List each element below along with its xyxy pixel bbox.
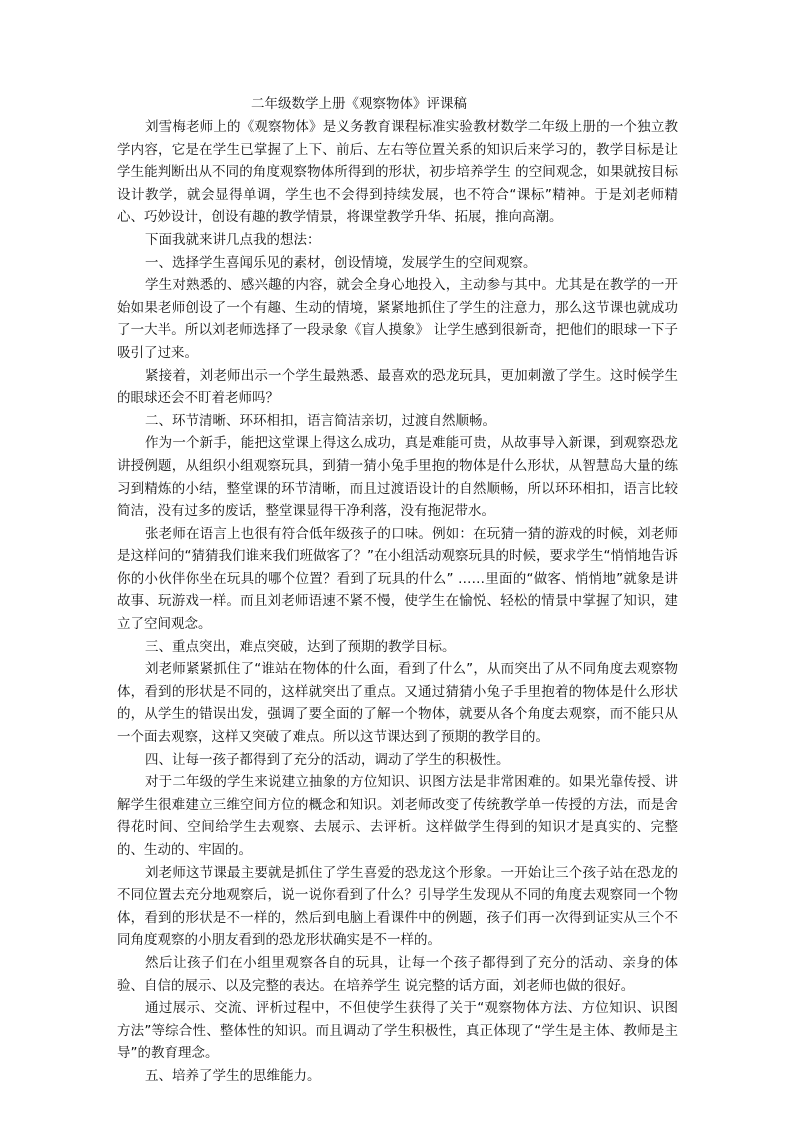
paragraph: 对于二年级的学生来说建立抽象的方位知识、识图方法是非常困难的。如果光靠传授、讲解学生很难建立三维空间方位的概念和知识。刘老师改变了传统教学单一传授的方法，而是舍得花时间、空间给学生去观察、去展示、去评析。这样做学生得到的知识才是真实的、完整的、生动的、牢固的。 [117, 774, 678, 858]
section-heading-3: 三、重点突出，难点突破，达到了预期的教学目标。 [145, 638, 456, 655]
paragraph: 学生对熟悉的、感兴趣的内容，就会全身心地投入，主动参与其中。尤其是在教学的一开始如果老师创设了一个有趣、生动的情境，紧紧地抓住了学生的注意力，那么这节课也就成功了一大半。所以刘老师选择了一段录象《盲人摸象》 让学生感到很新奇，把他们的眼球一下子吸引了过来。 [117, 277, 678, 361]
section-heading-4: 四、让每一孩子都得到了充分的活动，调动了学生的积极性。 [145, 751, 510, 768]
paragraph: 然后让孩子们在小组里观察各自的玩具，让每一个孩子都得到了充分的活动、亲身的体验、自信的展示、以及完整的表达。在培养学生 说完整的话方面，刘老师也做的很好。 [117, 954, 678, 994]
section-heading-2: 二、环节清晰、环环相扣，语言简洁亲切，过渡自然顺畅。 [145, 412, 496, 429]
paragraph-opening: 下面我就来讲几点我的想法： [145, 231, 321, 248]
paragraph: 作为一个新手，能把这堂课上得这么成功，真是难能可贵，从故事导入新课，到观察恐龙讲授例题，从组织小组观察玩具，到猜一猜小兔手里抱的物体是什么形状，从智慧岛大量的练习到精炼的小结，整堂课的环节清晰，而且过渡语设计的自然顺畅，所以环环相扣，语言比较简洁，没有过多的废话，整堂课显得干净利落，没有拖泥带水。 [117, 435, 678, 520]
paragraph: 刘老师这节课最主要就是抓住了学生喜爱的恐龙这个形象。一开始让三个孩子站在恐龙的不同位置去充分地观察后，说一说你看到了什么？引导学生发现从不同的角度去观察同一个物体，看到的形状是不一样的，然后到电脑上看课件中的例题，孩子们再一次得到证实从三个不同角度观察的小朋友看到的恐龙形状确实是不一样的。 [117, 864, 678, 949]
paragraph: 通过展示、交流、评析过程中，不但使学生获得了关于“观察物体方法、方位知识、识图方法”等综合性、整体性的知识。而且调动了学生积极性，真正体现了“学生是主体、教师是主导”的教育理念。 [117, 1000, 678, 1062]
paragraph-intro: 刘雪梅老师上的《观察物体》是义务教育课程标准实验教材数学二年级上册的一个独立教学内容，它是在学生已掌握了上下、前后、左右等位置关系的知识后来学习的，教学目标是让学生能判断出从不同的角度观察物体所得到的形状，初步培养学生 的空间观念，如果就按目标设计教学，就会显得单调，学生也不会得到持续发展，也不符合“课标”精神。于是刘老师精心、巧妙设计，创设有趣的教学情景，将课堂教学升华、拓展，推向高潮。 [117, 119, 678, 226]
document-page [117, 93, 678, 1088]
section-heading-1: 一、选择学生喜闻乐见的素材，创设情境，发展学生的空间观察。 [145, 254, 537, 271]
section-heading-5: 五、培养了学生的思维能力。 [145, 1067, 321, 1084]
paragraph: 张老师在语言上也很有符合低年级孩子的口味。例如：在玩猜一猜的游戏的时候，刘老师是这样问的“猜猜我们谁来我们班做客了？”在小组活动观察玩具的时候，要求学生“悄悄地告诉你的小伙伴你坐在玩具的哪个位置？看到了玩具的什么” ……里面的“做客、悄悄地”就象是讲故事、玩游戏一样。而且刘老师语速不紧不慢，使学生在愉悦、轻松的情景中掌握了知识，建立了空间观念。 [117, 525, 678, 633]
paragraph: 刘老师紧紧抓住了“谁站在物体的什么面，看到了什么”，从而突出了从不同角度去观察物体，看到的形状是不同的，这样就突出了重点。又通过猜猜小兔子手里抱着的物体是什么形状的，从学生的错误出发，强调了要全面的了解一个物体，就要从各个角度去观察，而不能只从一个面去观察，这样又突破了难点。所以这节课达到了预期的教学目的。 [117, 661, 678, 746]
paragraph: 紧接着，刘老师出示一个学生最熟悉、最喜欢的恐龙玩具，更加刺激了学生。这时候学生的眼球还会不盯着老师吗？ [117, 367, 678, 407]
document-title: 二年级数学上册《观察物体》评课稿 [251, 96, 467, 112]
